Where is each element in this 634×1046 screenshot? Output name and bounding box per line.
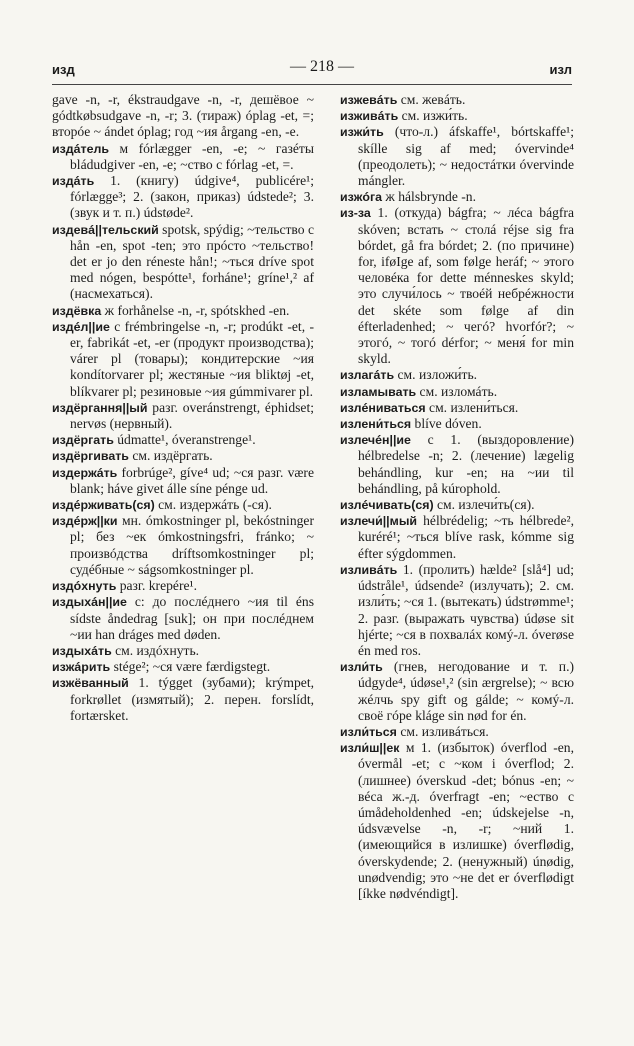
entry-headword: изживáть [340, 109, 399, 124]
dictionary-entry [340, 740, 574, 902]
entry-headword: излéниваться [340, 400, 426, 415]
dictionary-entry [52, 173, 314, 222]
entry-definition: разг. krepére¹. [116, 578, 197, 594]
entry-headword: издыхáн||ие [52, 595, 127, 610]
dictionary-entry [340, 108, 574, 124]
dictionary-entry [52, 432, 314, 448]
entry-definition: hélbrédelig; ~ть hélbrede², kuréré¹; ~ться blíve rask, kómme sig éfter sýgdommen. [358, 513, 574, 561]
entry-definition: forbrúge², gíve⁴ ud; ~ся разг. være blank; háve givet álle síne pénge ud. [70, 464, 314, 496]
entry-headword: издáть [52, 174, 95, 189]
entry-headword: изли́ш||ек [340, 741, 400, 756]
header-rule [52, 84, 572, 85]
entry-headword: издóхнуть [52, 579, 117, 594]
entry-headword: издёргання||ый [52, 400, 148, 415]
entry-headword: излéчивать(ся) [340, 498, 434, 513]
entry-definition: см. излени́ться. [425, 399, 519, 415]
entry-definition: (гнев, негодование и т. п.) údgyde⁴, údøse¹,² (sin ærgrelse); ~ всю жéлчь spy gift og gálde; ~ комý-л. своё гóре kláge sin nød for én. [358, 659, 574, 723]
dictionary-entry [340, 124, 574, 189]
entry-definition: м 1. (избыток) óverflod -en, óvermål -et; с ~ком i óverflod; 2. (лишнее) óverskud -det; bónus -en; ~ вéса ж.-д. óverfragt -en; ~ество с úmådeholdenhed -en; údskejelse -n, údsvævelse -n, -r; ~ний 1. (имеющийся в излишке) óverflødig, óverskydende; 2. (ненужный) únødig, unødvendig; это ~не det er óverflødigt [íkke nødvéndigt]. [358, 740, 574, 901]
dictionary-entry [340, 384, 574, 400]
dictionary-entry [52, 659, 314, 675]
dictionary-entry [52, 400, 314, 432]
entry-headword: издéрж||ки [52, 514, 118, 529]
dictionary-entry [52, 141, 314, 173]
entry-definition: см. изломáть. [416, 383, 498, 399]
entry-definition: см. издержáть (-ся). [154, 497, 272, 513]
entry-headword: издёргивать [52, 449, 129, 464]
dictionary-entry [52, 497, 314, 513]
dictionary-entry [340, 400, 574, 416]
dictionary-entry [340, 189, 574, 205]
dictionary-entry [340, 92, 574, 108]
entry-definition: см. издóхнуть. [111, 642, 200, 658]
entry-headword: издевá||тельский [52, 222, 159, 237]
entry-definition: с: до послéднего ~ия til éns sídste åndedrag [suk]; он при послéднем ~ии han dráges med døden. [70, 594, 314, 642]
left-running-head: изд [52, 62, 75, 77]
entry-definition: ж hálsbrynde -n. [382, 189, 476, 205]
entry-headword: издержáть [52, 465, 118, 480]
dictionary-entry [340, 416, 574, 432]
entry-definition: 1. (пролить) hælde² [slå⁴] ud; údstråle¹, údsende² (излучать); 2. см. изли́ть; ~ся 1. (вытекать) údstrømme¹; 2. разг. (выражать чувства) údøse sit hjérte; ~ся в похвалáх комý-л. óverøse én med ros. [358, 561, 574, 658]
entry-headword: издыхáть [52, 643, 112, 658]
entry-definition: údmatte¹, óveranstrenge¹. [113, 432, 256, 448]
right-running-head: изл [549, 62, 572, 77]
entry-definition: gave -n, -r, ékstraudgave -n, -r, дешёвое ~ gódtkøbsudgave -n, -r; 3. (тираж) óplag -et, =; вторóе ~ ándet óplag; год ~ия årgang -en, -e. [52, 92, 314, 140]
dictionary-entry [340, 497, 574, 513]
dictionary-entry [52, 594, 314, 643]
entry-headword: изли́ть [340, 660, 383, 675]
page-number: — 218 — [290, 58, 354, 75]
dictionary-entry [52, 465, 314, 497]
entry-headword: излечéн||ие [340, 433, 411, 448]
entry-headword: изжóга [340, 190, 383, 205]
left-column [52, 92, 314, 724]
entry-headword: изливáть [340, 562, 398, 577]
dictionary-entry [52, 513, 314, 578]
entry-definition: м fórlægger -en, -e; ~ газéты bládudgiver -en, -e; ~ство с fórlag -et, =. [70, 140, 314, 172]
entry-headword: изжевáть [340, 93, 398, 107]
entry-definition: ж forhånelse -n, -r, spótskhed -en. [101, 302, 290, 318]
entry-definition: 1. týgget (зубами); krýmpet, forkrøllet (измятый); 2. перен. forslídt, fortærsket. [70, 675, 314, 723]
entry-headword: излени́ться [340, 417, 412, 432]
dictionary-entry [340, 562, 574, 659]
dictionary-entry [340, 724, 574, 740]
entry-definition: blíve dóven. [411, 416, 482, 432]
entry-headword: излагáть [340, 368, 395, 383]
entry-headword: издéл||ие [52, 319, 110, 334]
entry-headword: изжáрить [52, 660, 111, 675]
entry-headword: издéрживать(ся) [52, 498, 155, 513]
entry-definition: мн. ómkostninger pl, bekóstninger pl; без ~ек ómkostningsfri, fránko; ~ произвóдства dríftsomkostninger pl; судéбные ~ ságsomkostninger pl. [70, 513, 314, 577]
entry-definition: разг. overánstrengt, éphidset; nervøs (нервный). [70, 399, 314, 432]
entry-headword: издáтель [52, 141, 109, 156]
dictionary-entry [52, 319, 314, 400]
entry-headword: из-за [340, 206, 371, 221]
entry-headword: изламывать [340, 384, 417, 399]
entry-definition: (что-л.) áfskaffe¹, bórtskaffe¹; skílle sig af med; óvervinde⁴ (преодолеть); ~ недостáтки óvervinde mángler. [358, 124, 574, 189]
entry-headword: издёргать [52, 433, 114, 448]
entry-definition: см. издёргать. [128, 448, 213, 464]
right-column [340, 92, 574, 902]
entry-definition: spotsk, spýdig; ~тельство с hån -en, spot -ten; это прóсто ~тельство! det er jo den réneste hån!; ~ться dríve spot med nógen, bespótte¹, forháne¹; gríne¹,² af (насмехаться). [70, 221, 314, 302]
entry-definition: с 1. (выздоровление) hélbredelse -n; 2. (лечение) lægelig behándling, kur -en; на ~ии til behándling, på kúrophold. [358, 432, 574, 496]
page-header [52, 58, 572, 82]
dictionary-entry [340, 205, 574, 367]
entry-headword: изжи́ть [340, 125, 384, 140]
entry-headword: издёвка [52, 303, 102, 318]
dictionary-entry [52, 448, 314, 464]
entry-definition: см. излечи́ть(ся). [433, 497, 535, 513]
entry-definition: см. изливáться. [396, 723, 489, 739]
entry-definition: 1. (откуда) bágfra; ~ лéса bágfra skóven; встать ~ столá réjse sig fra bórdet, gå fra bórdet; 2. (по причине) for, iføIge af, som følge heráf; ~ этого человéка for dette ménneskes skyld; это случи́лось ~ твоéй небрéжности det skéte som følge af din éfterladenhed; ~ чегó? hvorfór?; ~ этогó, ~ тогó dérfor; ~ меня́ for min skyld. [358, 205, 574, 367]
dictionary-entry [52, 578, 314, 594]
dictionary-entry [52, 92, 314, 141]
entry-headword: изжёванный [52, 676, 129, 691]
entry-definition: 1. (книгу) údgive⁴, publicére¹; fórlægge³; 2. (закон, приказ) údstede²; 3. (звук и т. п.) údstøde². [70, 173, 314, 221]
entry-definition: см. изжи́ть. [398, 108, 468, 124]
dictionary-entry [52, 303, 314, 319]
entry-definition: см. жевáть. [397, 92, 466, 107]
entry-definition: stége²; ~ся være færdigstegt. [110, 659, 271, 675]
dictionary-entry [340, 659, 574, 724]
dictionary-entry [52, 222, 314, 303]
dictionary-entry [340, 513, 574, 562]
dictionary-entry [340, 367, 574, 383]
entry-headword: излечи́||мый [340, 514, 418, 529]
entry-definition: с frémbringelse -n, -r; prodúkt -et, -er, fabrikát -et, -er (продукт производства); várer pl (товары); кондитерские ~ия kondítorvarer pl; жестяные ~ия bliktøj -et, blíkvarer pl; резиновые ~ия gúmmivarer pl. [70, 318, 314, 399]
entry-definition: см. изложи́ть. [394, 367, 478, 383]
entry-headword: изли́ться [340, 724, 397, 739]
dictionary-entry [52, 675, 314, 724]
dictionary-entry [340, 432, 574, 497]
dictionary-entry [52, 643, 314, 659]
